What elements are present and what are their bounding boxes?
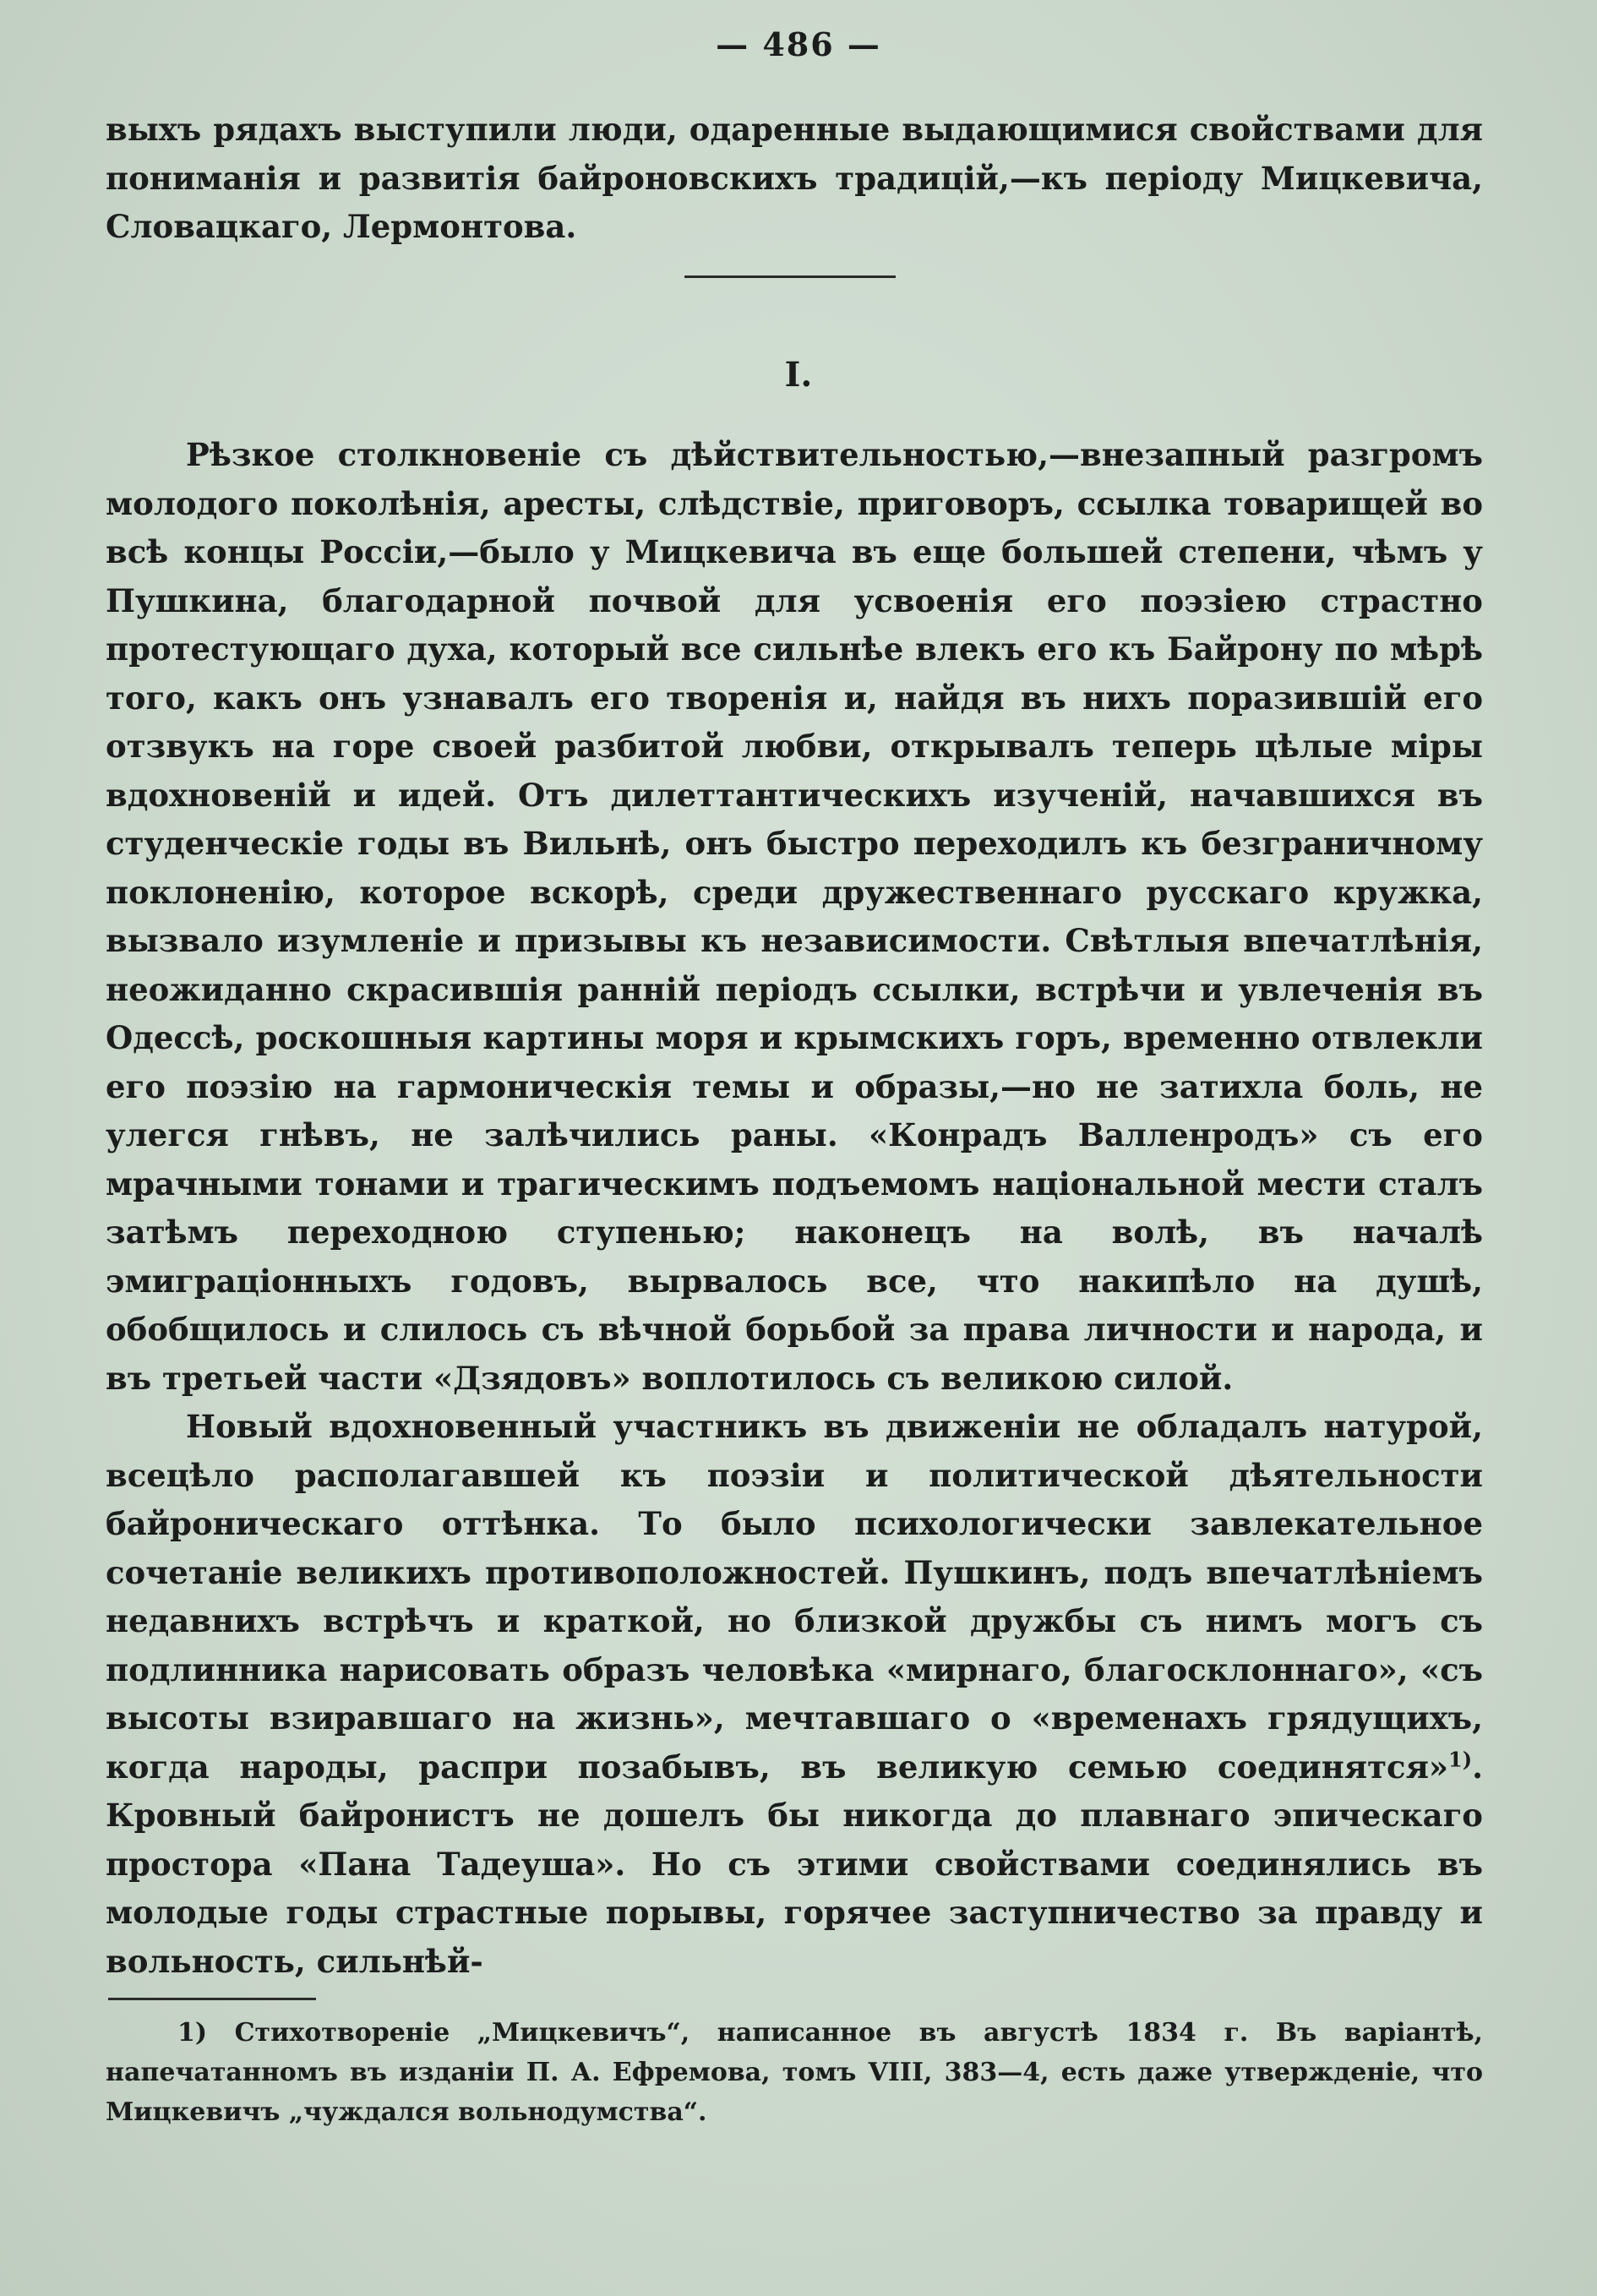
section-heading: I. <box>784 355 813 395</box>
section-separator <box>684 275 896 278</box>
paragraph-1: Рѣзкое столкновеніе съ дѣйствительностью,—внезапный разгромъ молодого поколѣнія, аресты, слѣдствіе, приговоръ, ссылка товарищей во всѣ концы Россіи,—было у Мицкевича въ еще большей степени, чѣмъ у Пушкина, благодарной почвой для усвоенія его поэзіею страстно протестующаго духа, который все сильнѣе влекъ его къ Байрону по мѣрѣ того, какъ онъ узнавалъ его творенія и, найдя въ нихъ поразившій его отзвукъ на горе своей разбитой любви, открывалъ теперь цѣлые міры вдохновеній и идей. Отъ дилеттантическихъ изученій, начавшихся въ студенческіе годы въ Вильнѣ, онъ быстро переходилъ къ безграничному поклоненію, которое вскорѣ, среди дружественнаго русскаго кружка, вызвало изумленіе и призывы къ независимости. Свѣтлыя впечатлѣнія, неожиданно скрасившія ранній періодъ ссылки, встрѣчи и увлеченія въ Одессѣ, роскошныя картины моря и крымскихъ горъ, временно отвлекли его поэзію на гармоническія темы и образы,—но не затихла боль, не улегся гнѣвъ, не залѣчились раны. «Конрадъ Валленродъ» съ его мрачными тонами и трагическимъ подъемомъ національной мести сталъ затѣмъ переходною ступенью; наконецъ на волѣ, въ началѣ эмиграціонныхъ годовъ, вырвалось все, что накипѣло на душѣ, обобщилось и слилось съ вѣчной борьбой за права личности и народа, и въ третьей части «Дзядовъ» воплотилось съ великою силой. <box>106 436 1483 1397</box>
page-number: — 486 — <box>716 25 881 63</box>
footnote-reference: 1) <box>1448 1747 1473 1772</box>
footnote <box>106 2013 1483 2132</box>
lead-in-text: выхъ рядахъ выступили люди, одаренные выдающимися свойствами для пониманія и развитія байроновскихъ традицій,—къ періоду Мицкевича, Словацкаго, Лермонтова. <box>106 111 1483 245</box>
footnote-text: Стихотвореніе „Мицкевичъ“, написанное въ августѣ 1834 г. Въ варіантѣ, напечатанномъ въ изданіи П. А. Ефремова, томъ VIII, 383—4, есть даже утвержденіе, что Мицкевичъ „чуждался вольнодумства“. <box>106 2018 1484 2127</box>
main-text <box>106 431 1483 1986</box>
paragraph-2 <box>106 1403 1483 1986</box>
footnote-marker: 1) <box>177 2018 208 2048</box>
paragraph-2-part-b: . Кровный байронистъ не дошелъ бы никогда до плавнаго эпическаго простора «Пана Тадеуша». Но съ этими свойствами соединялись въ молодые годы страстные порывы, горячее заступничество за правду и вольность, сильнѣй- <box>106 1748 1483 1980</box>
footnote-rule <box>108 1998 316 2000</box>
lead-in-paragraph <box>106 106 1483 252</box>
paragraph-2-part-a: Новый вдохновенный участникъ въ движеніи не обладалъ натурой, всецѣло располагавшей къ поэзіи и политической дѣятельности байроническаго оттѣнка. То было психологически завлекательное сочетаніе великихъ противоположностей. Пушкинъ, подъ впечатлѣніемъ недавнихъ встрѣчъ и краткой, но близкой дружбы съ нимъ могъ съ подлинника нарисовать образъ человѣка «мирнаго, благосклоннаго», «съ высоты взиравшаго на жизнь», мечтавшаго о «временахъ грядущихъ, когда народы, распри позабывъ, въ великую семью соединятся» <box>106 1408 1483 1786</box>
